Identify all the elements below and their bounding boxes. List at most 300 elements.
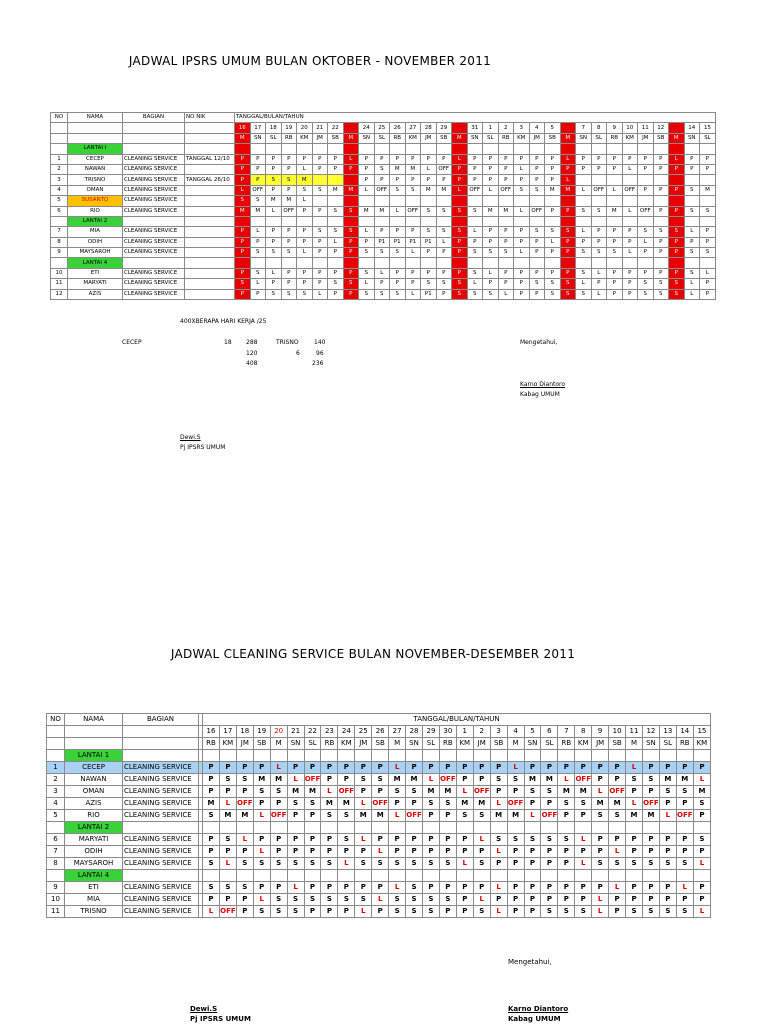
shift-cell: P [473,774,490,786]
shift-cell: S [576,248,592,258]
shift-cell: L [422,774,439,786]
shift-cell: L [355,834,372,846]
shift-cell: P [700,279,716,289]
shift-cell: P [693,846,710,858]
shift-cell: L [560,154,576,164]
shift-cell: OFF [439,774,456,786]
blank-cell [669,216,685,226]
shift-cell: P [266,227,282,237]
day-cell: SL [541,738,558,750]
blank-cell [47,822,65,834]
table-row [47,762,711,774]
shift-cell: P [529,164,545,174]
shift-cell: S [236,774,253,786]
shift-cell: P [514,237,530,247]
shift-cell: S [592,858,609,870]
shift-cell: P [626,786,643,798]
table-row [51,154,716,164]
preparer-title-2: Pj IPSRS UMUM [190,1015,251,1023]
shift-cell: P [524,762,541,774]
shift-cell [700,175,716,185]
table-row [51,206,716,216]
shift-cell: P [236,762,253,774]
blank-cell [473,750,490,762]
day-cell: RB [321,738,338,750]
shift-cell: P [591,164,607,174]
date-cell: 29 [436,123,452,133]
shift-cell: S [659,786,676,798]
shift-cell: P [609,906,626,918]
day-cell: KM [622,133,638,143]
header-tanggal: TANGGAL/BULAN/TAHUN [203,714,711,726]
shift-cell: M [642,810,659,822]
shift-cell: P [374,279,390,289]
calc-r2c: 96 [316,350,324,357]
blank-cell [405,216,421,226]
shift-cell: M [541,774,558,786]
shift-cell [653,175,669,185]
day-cell: SL [591,133,607,143]
shift-cell: M [343,185,359,195]
date-cell: 24 [338,726,355,738]
shift-cell: P [405,227,421,237]
shift-cell: P [312,268,328,278]
shift-cell: M [405,164,421,174]
shift-cell: P [338,906,355,918]
shift-cell: S [560,279,576,289]
shift-cell: S [514,185,530,195]
shift-cell: P [576,164,592,174]
shift-cell: S [253,858,270,870]
day-cell: SB [545,133,561,143]
day-cell: KM [405,133,421,143]
shift-cell: L [576,279,592,289]
row-nama: OMAN [68,185,123,195]
shift-cell: P [250,175,266,185]
shift-cell: S [607,248,623,258]
shift-cell: P [575,894,592,906]
shift-cell: L [700,268,716,278]
shift-cell: S [452,289,468,299]
shift-cell: S [575,906,592,918]
blank-cell [185,258,235,268]
table-row [47,834,711,846]
approver-name-2-text: Karno Diantoro [508,1005,569,1013]
blank-cell [266,216,282,226]
shift-cell: P [560,248,576,258]
shift-cell: M [473,798,490,810]
shift-cell: M [676,774,693,786]
blank-cell [390,216,406,226]
row-no: 9 [47,882,65,894]
date-cell: 12 [653,123,669,133]
blank-cell [541,870,558,882]
shift-cell: P [622,268,638,278]
shift-cell: P [524,858,541,870]
date-cell: 15 [700,123,716,133]
shift-cell: P [653,185,669,195]
table-row [51,237,716,247]
calc-r3a: 408 [246,360,258,367]
shift-cell: S [483,289,499,299]
blank-cell [312,216,328,226]
day-cell: M [452,133,468,143]
day-cell: RB [558,738,575,750]
shift-cell: L [693,858,710,870]
shift-cell: P [576,237,592,247]
blank-cell [123,258,185,268]
shift-cell: P [304,882,321,894]
shift-cell: L [545,237,561,247]
shift-cell: P [203,786,220,798]
shift-cell: L [693,906,710,918]
shift-cell: S [653,289,669,299]
day-cell: SB [328,133,344,143]
blank-cell [421,216,437,226]
shift-cell: M [253,774,270,786]
shift-cell: S [498,248,514,258]
shift-cell: P [343,237,359,247]
blank-cell [514,216,530,226]
shift-cell [576,196,592,206]
shift-cell: P [390,154,406,164]
shift-cell: L [405,248,421,258]
header-nama: NAMA [68,113,123,123]
date-cell: 7 [576,123,592,133]
shift-cell: P [203,846,220,858]
shift-cell: P [219,786,236,798]
shift-cell: S [626,774,643,786]
shift-cell: S [281,248,297,258]
shift-cell: S [700,206,716,216]
day-cell: SN [359,133,375,143]
day-cell: RB [281,133,297,143]
shift-cell: P [592,846,609,858]
shift-cell: L [270,762,287,774]
blank-cell [321,750,338,762]
day-cell: JM [421,133,437,143]
blank-cell [452,258,468,268]
shift-cell: L [372,894,389,906]
date-cell: 2 [473,726,490,738]
shift-cell: S [355,894,372,906]
shift-cell: P [390,175,406,185]
date-cell: 25 [355,726,372,738]
shift-cell: P [236,894,253,906]
shift-cell: OFF [638,206,654,216]
shift-cell: S [653,227,669,237]
shift-cell: P [514,268,530,278]
shift-cell: P [514,154,530,164]
shift-cell: P [372,834,389,846]
blank-cell [638,216,654,226]
shift-cell: P [372,762,389,774]
shift-cell: P [622,154,638,164]
row-bagian: CLEANING SERVICE [123,279,185,289]
blank-cell [374,144,390,154]
blank-cell [607,258,623,268]
shift-cell: P [622,289,638,299]
shift-cell: P [545,206,561,216]
shift-cell [684,196,700,206]
shift-cell: P [270,846,287,858]
shift-cell: P [456,762,473,774]
shift-cell: P [235,268,251,278]
shift-cell [467,196,483,206]
shift-cell: P [253,882,270,894]
shift-cell: L [592,906,609,918]
day-cell: SL [700,133,716,143]
blank-cell [338,870,355,882]
blank-cell [575,870,592,882]
blank-cell [328,258,344,268]
shift-cell: S [642,858,659,870]
blank-cell [483,144,499,154]
blank-cell [47,870,65,882]
shift-cell: S [693,834,710,846]
shift-cell: P [281,164,297,174]
table-row [51,248,716,258]
shift-cell: P [653,206,669,216]
blank-cell [638,258,654,268]
date-cell: 19 [281,123,297,133]
shift-cell: P [473,762,490,774]
shift-cell: P [439,762,456,774]
shift-cell: P [669,237,685,247]
shift-cell: S [576,268,592,278]
day-cell: SN [406,738,423,750]
blank-cell [51,216,68,226]
calc-r3b: 236 [312,360,324,367]
shift-cell: S [456,810,473,822]
row-bagian: CLEANING SERVICE [123,786,199,798]
header-no: NO [51,113,68,123]
shift-cell: S [642,906,659,918]
shift-cell: S [473,858,490,870]
date-cell: 21 [312,123,328,133]
day-row [51,133,716,143]
blank-cell [390,144,406,154]
blank-cell [389,870,406,882]
shift-cell: M [281,196,297,206]
blank-cell [560,144,576,154]
shift-cell: P [374,154,390,164]
shift-cell: P [473,846,490,858]
shift-cell: M [436,185,452,195]
shift-cell: P [607,289,623,299]
date-cell: 30 [439,726,456,738]
shift-cell: L [312,289,328,299]
shift-cell: L [359,227,375,237]
shift-cell: L [253,846,270,858]
shift-cell: P [693,894,710,906]
shift-cell: OFF [406,810,423,822]
shift-cell: S [219,774,236,786]
shift-cell: P [281,237,297,247]
shift-cell: L [684,279,700,289]
shift-cell: S [253,786,270,798]
shift-cell: S [390,185,406,195]
work-days-note: 400XBERAPA HARI KERJA /25 [180,318,267,325]
shift-cell: S [591,248,607,258]
shift-cell: P [498,154,514,164]
shift-cell: P [355,762,372,774]
shift-cell: L [626,762,643,774]
blank-cell [456,822,473,834]
blank-cell [642,822,659,834]
shift-cell: P [235,248,251,258]
blank-cell [287,750,304,762]
shift-cell: M [456,798,473,810]
day-cell: SL [304,738,321,750]
blank-cell [374,258,390,268]
shift-cell: S [558,798,575,810]
shift-cell: P [405,268,421,278]
shift-cell: OFF [467,185,483,195]
header-bagian: BAGIAN [123,113,185,123]
calc-r2a: 120 [246,350,258,357]
day-cell: SB [490,738,507,750]
shift-cell: OFF [591,185,607,195]
shift-cell: P [507,906,524,918]
shift-cell: M [270,774,287,786]
header-no: NO [47,714,65,726]
shift-cell: S [203,882,220,894]
blank-cell [524,750,541,762]
blank-cell [560,258,576,268]
shift-cell: M [297,175,313,185]
shift-cell: P [266,279,282,289]
blank-cell [355,870,372,882]
shift-cell: S [390,289,406,299]
shift-cell: L [609,882,626,894]
date-cell: 25 [374,123,390,133]
shift-cell: P [253,762,270,774]
shift-cell: P [452,175,468,185]
blank-cell [343,216,359,226]
blank-cell [203,870,220,882]
blank-cell [642,870,659,882]
shift-cell: S [609,858,626,870]
shift-cell [669,175,685,185]
shift-cell: OFF [541,810,558,822]
blank-cell [406,750,423,762]
row-nik [185,206,235,216]
blank-cell [436,216,452,226]
blank-cell [467,144,483,154]
shift-cell: S [304,798,321,810]
shift-cell: P [421,268,437,278]
approval-label-1: Mengetahui, [520,339,558,346]
shift-cell: M [304,786,321,798]
row-no: 4 [51,185,68,195]
blank-cell [390,258,406,268]
date-cell: 1 [456,726,473,738]
blank-cell [123,738,199,750]
shift-cell: P [406,834,423,846]
blank-cell [576,258,592,268]
shift-cell: P [473,882,490,894]
date-cell: 8 [591,123,607,133]
blank-cell [328,216,344,226]
table-row [51,175,716,185]
blank-cell [473,870,490,882]
blank-cell [372,870,389,882]
blank-cell [236,870,253,882]
shift-cell: P [545,248,561,258]
date-cell: 23 [321,726,338,738]
shift-cell: P [372,882,389,894]
shift-cell: P [374,175,390,185]
blank-cell [498,258,514,268]
shift-cell: P [467,164,483,174]
calc-trisno-b: 140 [314,339,326,346]
shift-cell [591,175,607,185]
blank-cell [270,750,287,762]
blank-cell [203,822,220,834]
shift-cell: S [321,858,338,870]
shift-cell: L [558,774,575,786]
shift-cell: S [253,906,270,918]
shift-cell: L [343,154,359,164]
row-no: 9 [51,248,68,258]
shift-cell: P [439,810,456,822]
date-cell [343,123,359,133]
shift-cell: S [467,289,483,299]
shift-cell: S [507,834,524,846]
blank-cell [659,822,676,834]
shift-cell: P [558,858,575,870]
shift-cell: P [693,810,710,822]
blank-cell [473,822,490,834]
shift-cell: P [422,834,439,846]
floor-row [51,144,716,154]
shift-cell: P [529,154,545,164]
shift-cell: P [684,164,700,174]
shift-cell: P [700,237,716,247]
blank-cell [693,822,710,834]
shift-cell: M [693,786,710,798]
floor-row [51,216,716,226]
floor-row [47,822,711,834]
shift-cell: S [266,248,282,258]
preparer-name-2 [190,1005,217,1013]
shift-cell: P [405,175,421,185]
row-bagian: CLEANING SERVICE [123,882,199,894]
shift-cell: P [253,798,270,810]
shift-cell: P [321,774,338,786]
day-cell: SN [642,738,659,750]
shift-cell: P [389,798,406,810]
shift-cell: L [514,164,530,174]
row-no: 6 [47,834,65,846]
shift-cell [545,196,561,206]
shift-cell: M [359,206,375,216]
shift-cell: M [390,164,406,174]
shift-cell: OFF [498,185,514,195]
shift-cell: P [312,206,328,216]
table-row [51,196,716,206]
day-cell: M [669,133,685,143]
blank-cell [684,144,700,154]
date-cell: 16 [203,726,220,738]
shift-cell: P [676,798,693,810]
shift-cell: P [676,834,693,846]
shift-cell: S [389,906,406,918]
blank-cell [281,216,297,226]
shift-cell: S [684,248,700,258]
shift-cell: L [374,268,390,278]
